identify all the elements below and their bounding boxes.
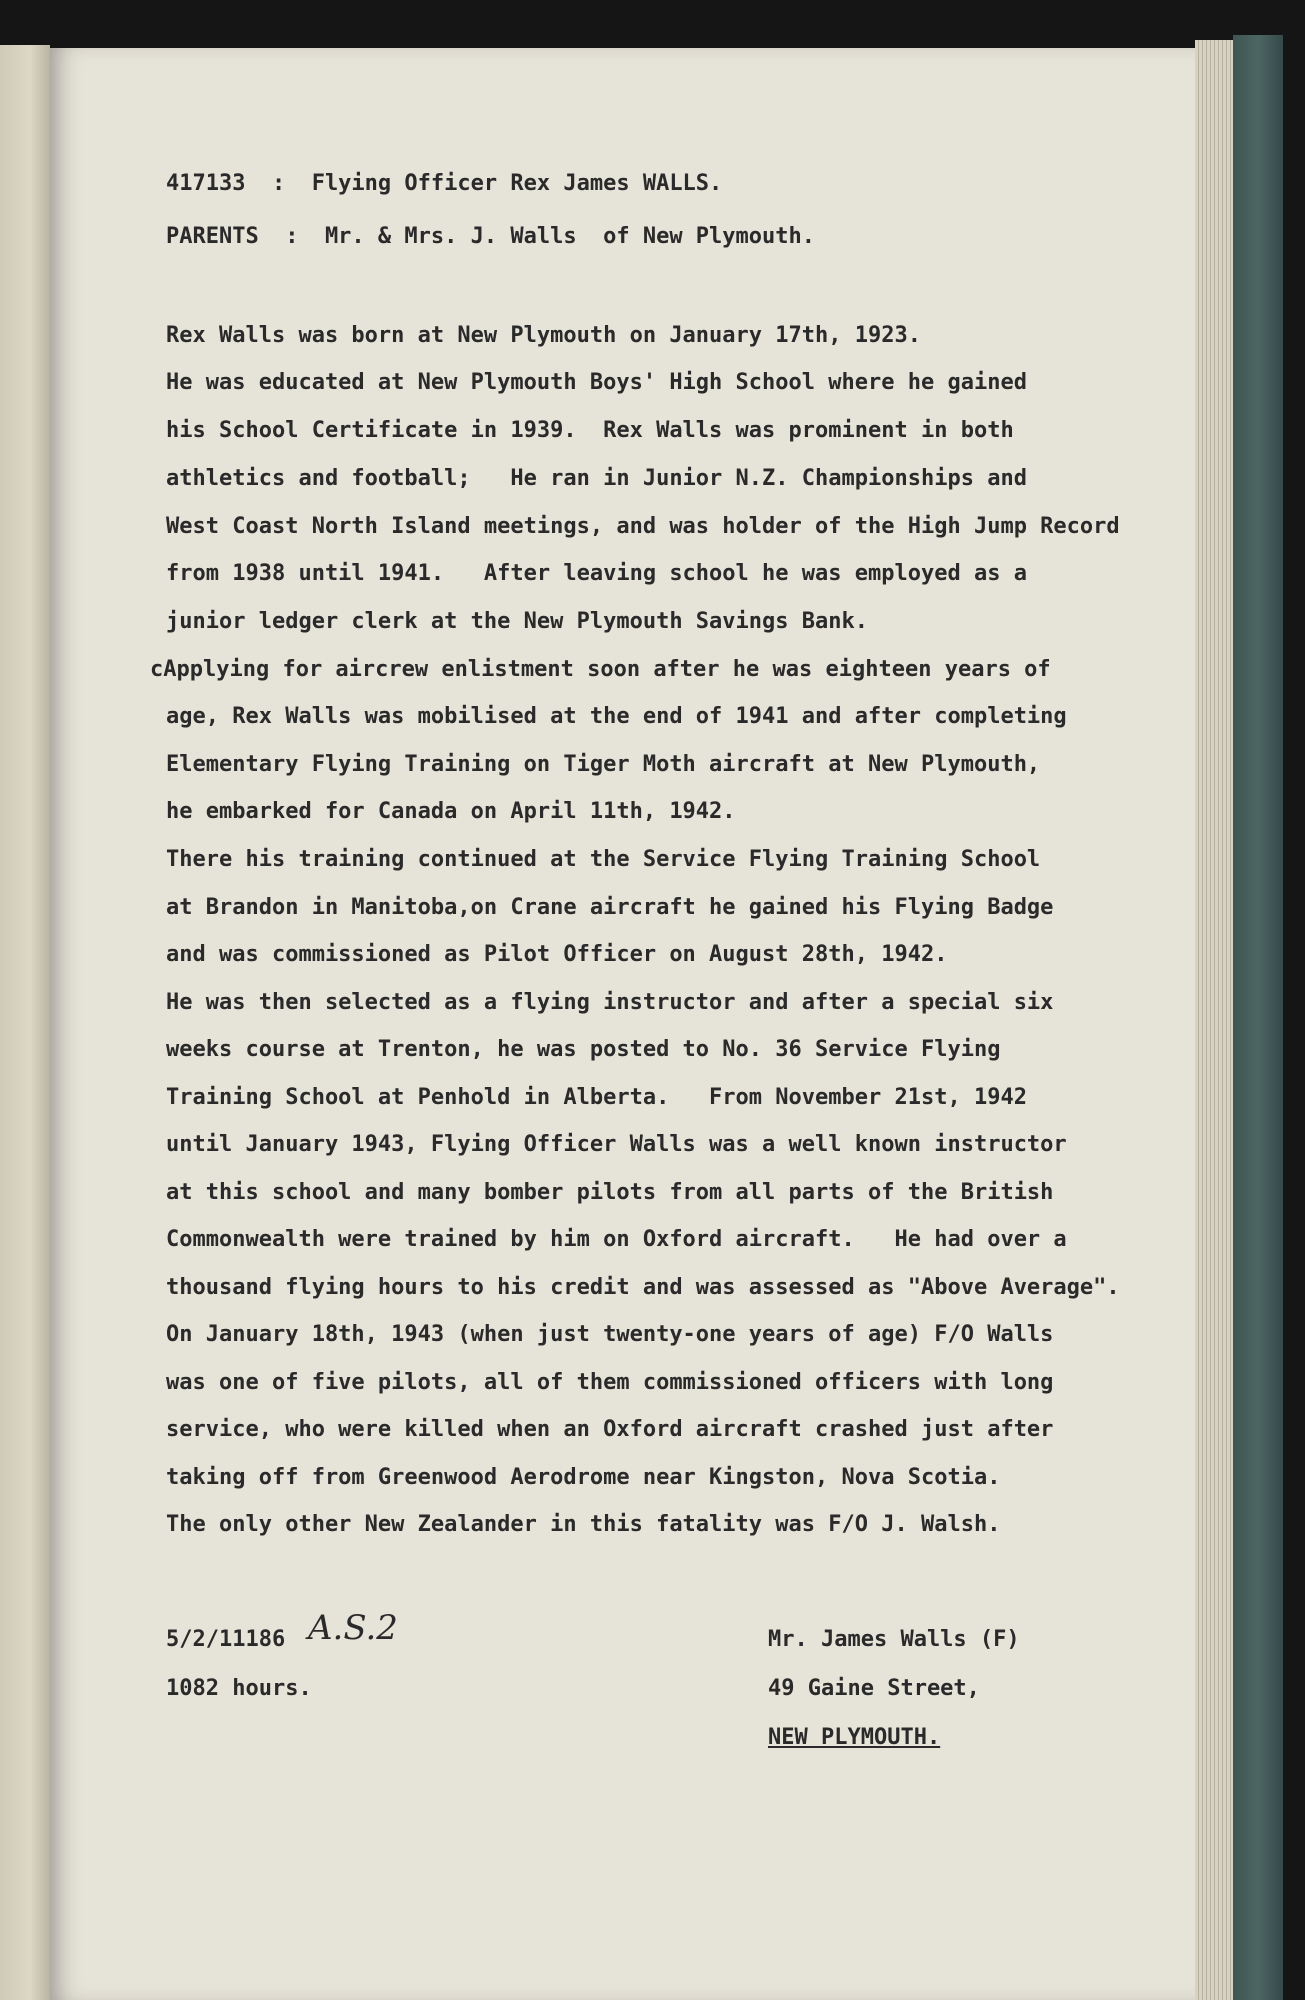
flying-hours: 1082 hours. [166, 1676, 312, 1701]
body-line: Elementary Flying Training on Tiger Moth aircraft at New Plymouth, [166, 752, 1041, 777]
body-line: was one of five pilots, all of them commissioned officers with long [166, 1370, 1054, 1395]
body-line: taking off from Greenwood Aerodrome near Kingston, Nova Scotia. [166, 1465, 1001, 1490]
body-line: and was commissioned as Pilot Officer on August 28th, 1942. [166, 942, 948, 967]
file-reference: 5/2/11186 [166, 1627, 286, 1652]
body-line: service, who were killed when an Oxford aircraft crashed just after [166, 1417, 1054, 1442]
parents-line: PARENTS : Mr. & Mrs. J. Walls of New Plymouth. [166, 224, 816, 249]
handwritten-annotation: A.S.2 [308, 1608, 398, 1648]
body-line: There his training continued at the Service Flying Training School [166, 847, 1041, 872]
address-street: 49 Gaine Street, [768, 1676, 980, 1701]
body-line: at this school and many bomber pilots from all parts of the British [166, 1180, 1054, 1205]
body-line: He was educated at New Plymouth Boys' High School where he gained [166, 370, 1027, 395]
body-line: age, Rex Walls was mobilised at the end of 1941 and after completing [166, 704, 1067, 729]
service-number-title: 417133 : Flying Officer Rex James WALLS. [166, 171, 723, 196]
body-line: weeks course at Trenton, he was posted to No. 36 Service Flying [166, 1037, 1001, 1062]
address-city: NEW PLYMOUTH. [768, 1725, 941, 1750]
body-line: cApplying for aircrew enlistment soon after he was eighteen years of [150, 657, 1051, 682]
body-line: he embarked for Canada on April 11th, 1942. [166, 799, 736, 824]
body-line: thousand flying hours to his credit and was assessed as "Above Average". [166, 1275, 1120, 1300]
body-line: until January 1943, Flying Officer Walls was a well known instructor [166, 1132, 1067, 1157]
address-name: Mr. James Walls (F) [768, 1627, 1020, 1652]
body-line: junior ledger clerk at the New Plymouth Savings Bank. [166, 609, 868, 634]
body-line: his School Certificate in 1939. Rex Walls was prominent in both [166, 418, 1014, 443]
body-line: athletics and football; He ran in Junior N.Z. Championships and [166, 466, 1027, 491]
body-line: The only other New Zealander in this fatality was F/O J. Walsh. [166, 1512, 1001, 1537]
body-line: from 1938 until 1941. After leaving school he was employed as a [166, 561, 1027, 586]
book-binding [1233, 35, 1283, 2000]
body-line: Commonwealth were trained by him on Oxford aircraft. He had over a [166, 1227, 1067, 1252]
page-stack-edge [1195, 40, 1233, 2000]
body-line: Training School at Penhold in Alberta. From November 21st, 1942 [166, 1085, 1027, 1110]
body-line: West Coast North Island meetings, and was holder of the High Jump Record [166, 514, 1120, 539]
facing-page-edge [0, 45, 50, 2000]
body-line: at Brandon in Manitoba,on Crane aircraft he gained his Flying Badge [166, 895, 1054, 920]
body-line: On January 18th, 1943 (when just twenty-one years of age) F/O Walls [166, 1322, 1054, 1347]
body-line: Rex Walls was born at New Plymouth on January 17th, 1923. [166, 323, 921, 348]
body-line: He was then selected as a flying instructor and after a special six [166, 990, 1054, 1015]
